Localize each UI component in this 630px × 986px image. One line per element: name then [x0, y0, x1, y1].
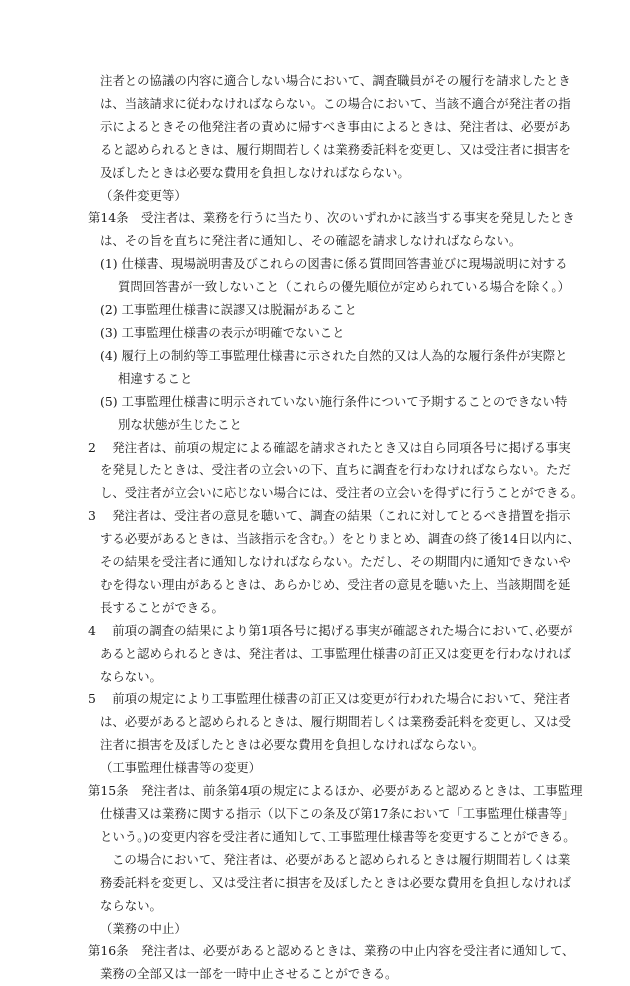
continued-paragraph: [0, 70, 630, 185]
text-line: は、当該請求に従わなければならない。この場合において、当該不適合が発注者の指: [100, 95, 571, 111]
article-caption: [0, 918, 630, 941]
list-item: (4) 履行上の制約等工事監理仕様書に示された自然的又は人為的な履行条件が実際と: [100, 347, 568, 363]
paragraph-2: [0, 437, 630, 506]
text-line: 及ぼしたときは必要な費用を負担しなければならない。: [100, 164, 410, 180]
text-line: 示によるときその他発注者の責めに帰すべき事由によるときは、発注者は、必要があ: [100, 118, 571, 134]
list-item-continuation: 質問回答書が一致しないこと（これらの優先順位が定められている場合を除く。）: [118, 279, 571, 295]
text-line: は、必要があると認められるときは、履行期間若しくは業務委託料を変更し、又は受: [100, 714, 571, 730]
paragraph-first-line: 3 発注者は、受注者の意見を聴いて、調査の結果（これに対してとるべき措置を指示: [88, 508, 571, 524]
text-line: この場合において、発注者は、必要があると認められるときは履行期間若しくは業: [112, 851, 571, 867]
article-heading-line: 第16条 発注者は、必要があると認めるときは、業務の中止内容を受注者に通知して、: [88, 943, 575, 959]
text-line: その結果を受注者に通知しなければならない。ただし、その期間内に通知できないや: [100, 554, 571, 570]
article-heading-line: 第14条 受注者は、業務を行うに当たり、次のいずれかに該当する事実を発見したとき: [88, 210, 575, 226]
text-line: 仕様書又は業務に関する指示（以下この条及び第17条において「工事監理仕様書等」: [100, 806, 575, 821]
text-line: という。)の変更内容を受注者に通知して､工事監理仕様書等を変更することができる。: [100, 828, 576, 844]
paragraph-4: [0, 620, 630, 689]
list-item: (5) 工事監理仕様書に明示されていない施行条件について予期することのできない特: [100, 393, 568, 409]
caption-line: （工事監理仕様書等の変更）: [100, 760, 262, 776]
article-caption: [0, 757, 630, 780]
list-item: (2) 工事監理仕様書に誤謬又は脱漏があること: [100, 302, 357, 318]
text-line: する必要があるときは、当該指示を含む。）をとりまとめ、調査の終了後14日以内に、: [100, 531, 580, 547]
text-line: 業務の全部又は一部を一時中止させることができる。: [100, 966, 398, 982]
article-15: [0, 780, 630, 917]
text-line: は、その旨を直ちに発注者に通知し、その確認を請求しなければならない。: [100, 233, 522, 249]
list-item: (3) 工事監理仕様書の表示が明確でないこと: [100, 324, 345, 340]
list-item-continuation: 相違すること: [118, 370, 193, 386]
text-line: 注者に損害を及ぼしたときは必要な費用を負担しなければならない。: [100, 737, 485, 753]
text-line: ならない。: [100, 668, 162, 684]
text-line: を発見したときは、受注者の立会いの下、直ちに調査を行わなければならない。ただ: [100, 462, 571, 478]
text-line: し、受注者が立会いに応じない場合には、受注者の立会いを得ずに行うことができる。: [100, 485, 584, 501]
text-line: ると認められるときは、履行期間若しくは業務委託料を変更し、又は受注者に損害を: [100, 141, 571, 157]
paragraph-first-line: 2 発注者は、前項の規定による確認を請求されたとき又は自ら同項各号に掲げる事実: [88, 439, 571, 455]
text-line: あると認められるときは、発注者は、工事監理仕様書の訂正又は変更を行わなければ: [100, 645, 571, 661]
list-item-continuation: 別な状態が生じたこと: [118, 416, 242, 432]
article-14: [0, 207, 630, 253]
list-item: (1) 仕様書、現場説明書及びこれらの図書に係る質問回答書並びに現場説明に対する: [100, 256, 568, 272]
contract-text-body: [0, 70, 630, 986]
paragraph-first-line: 4 前項の調査の結果により第1項各号に掲げる事実が確認された場合において､必要が: [88, 622, 573, 638]
text-line: 長することができる。: [100, 599, 224, 615]
caption-line: （条件変更等）: [100, 187, 187, 203]
caption-line: （業務の中止）: [100, 920, 187, 936]
text-line: 務委託料を変更し、又は受注者に損害を及ぼしたときは必要な費用を負担しなければ: [100, 874, 571, 890]
paragraph-first-line: 5 前項の規定により工事監理仕様書の訂正又は変更が行われた場合において、発注者: [88, 691, 571, 707]
paragraph-5: [0, 688, 630, 757]
text-line: むを得ない理由があるときは、あらかじめ、受注者の意見を聴いた上、当該期間を延: [100, 576, 571, 592]
article-16: [0, 940, 630, 986]
text-line: 注者との協議の内容に適合しない場合において、調査職員がその履行を請求したとき: [100, 73, 571, 88]
item-list: [0, 253, 630, 436]
text-line: ならない。: [100, 897, 162, 913]
article-heading-line: 第15条 発注者は、前条第4項の規定によるほか、必要があると認めるときは、工事監理: [88, 783, 583, 799]
paragraph-3: [0, 505, 630, 620]
article-caption: [0, 185, 630, 208]
